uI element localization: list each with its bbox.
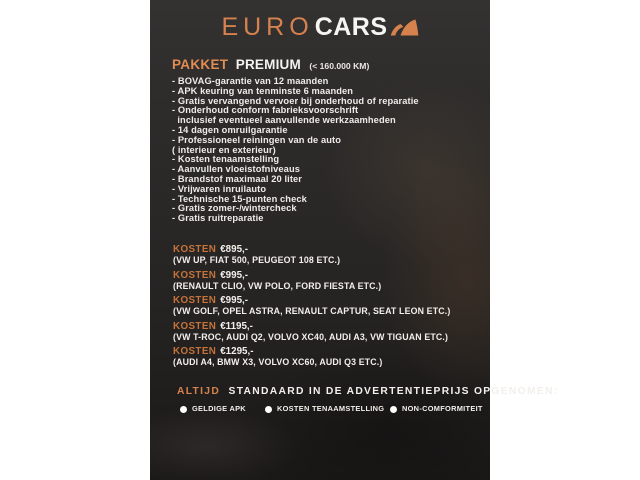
feature-item: - Brandstof maximaal 20 liter (172, 173, 303, 184)
bullet-icon (180, 406, 187, 413)
brand-euro-text: EURO (221, 13, 314, 41)
feature-item: - Gratis vervangend vervoer bij onderhoud of reparatie (172, 95, 419, 106)
kosten-models: (VW T-ROC, AUDI Q2, VOLVO XC40, AUDI A3, VW TIGUAN ETC.) (173, 331, 449, 342)
kosten-models: (VW GOLF, OPEL ASTRA, RENAULT CAPTUR, SEAT LEON ETC.) (173, 306, 451, 316)
kosten-price: €995,- (220, 295, 249, 306)
pricing-row (173, 294, 450, 317)
feature-list (172, 77, 419, 224)
pricing-row (173, 243, 450, 266)
footer-item-kosten-tenaamstelling (265, 399, 384, 417)
footer-item-label: GELDIGE APK (192, 404, 246, 413)
package-title (172, 56, 369, 74)
bullet-icon (265, 406, 272, 413)
flyer-card (150, 0, 559, 480)
feature-item: - Professioneel reiningen van de auto (172, 134, 342, 145)
footer-title (177, 381, 558, 399)
feature-item: - Aanvullen vloeistofniveaus (172, 164, 300, 175)
brand-logo (150, 13, 490, 42)
footer-item-label: NON-COMFORMITEIT (402, 404, 483, 413)
pricing-row (173, 320, 450, 343)
footer-item-geldige-apk (180, 399, 246, 417)
footer-item-non-comformiteit (390, 399, 483, 417)
kosten-label: KOSTEN (173, 295, 217, 306)
feature-item: - Onderhoud conform fabrieksvoorschrift (172, 105, 359, 116)
kosten-label: KOSTEN (173, 244, 217, 255)
kosten-models: (VW UP, FIAT 500, PEUGEOT 108 ETC.) (173, 255, 341, 265)
pricing-list (173, 243, 450, 371)
bullet-icon (390, 406, 397, 413)
kosten-price: €995,- (220, 269, 249, 281)
kosten-price: €895,- (220, 244, 249, 255)
kosten-label: KOSTEN (173, 346, 217, 357)
feature-item: - BOVAG-garantie van 12 maanden (172, 76, 329, 86)
road-swoosh-icon (389, 18, 419, 37)
pricing-row (173, 345, 450, 368)
feature-item: - Kosten tenaamstelling (172, 154, 280, 165)
kosten-models: (RENAULT CLIO, VW POLO, FORD FIESTA ETC.) (173, 280, 382, 291)
kosten-label: KOSTEN (173, 320, 217, 332)
footer-title-highlight: ALTIJD (177, 386, 221, 397)
footer-item-list (150, 399, 490, 413)
package-name-rest: PREMIUM (235, 57, 301, 72)
kosten-price: €1295,- (220, 346, 254, 357)
kosten-models: (AUDI A4, BMW X3, VOLVO XC60, AUDI Q3 ETC.) (173, 357, 383, 367)
kosten-price: €1195,- (220, 320, 253, 332)
feature-item: - Technische 15-punten check (172, 193, 307, 204)
feature-item: - Gratis ruitreparatie (172, 213, 264, 224)
footer-title-rest: STANDAARD IN DE ADVERTENTIEPRIJS OPGENOMEN: (228, 386, 559, 397)
feature-item: - Gratis zomer-/wintercheck (172, 203, 297, 214)
package-condition: (< 160.000 KM) (309, 61, 370, 71)
feature-item: - APK keuring van tenminste 6 maanden (172, 85, 354, 96)
package-name-highlight: PAKKET (172, 57, 229, 72)
feature-item: - 14 dagen omruilgarantie (172, 124, 288, 135)
feature-item: ( interieur en exterieur) (172, 144, 276, 155)
feature-item: - Vrijwaren inruilauto (172, 183, 267, 194)
kosten-label: KOSTEN (173, 269, 217, 281)
footer-item-label: KOSTEN TENAAMSTELLING (277, 404, 385, 413)
pricing-row (173, 269, 450, 292)
feature-item: inclusief eventueel aanvullende werkzaamheden (172, 115, 396, 126)
brand-cars-text: CARS (314, 13, 388, 41)
